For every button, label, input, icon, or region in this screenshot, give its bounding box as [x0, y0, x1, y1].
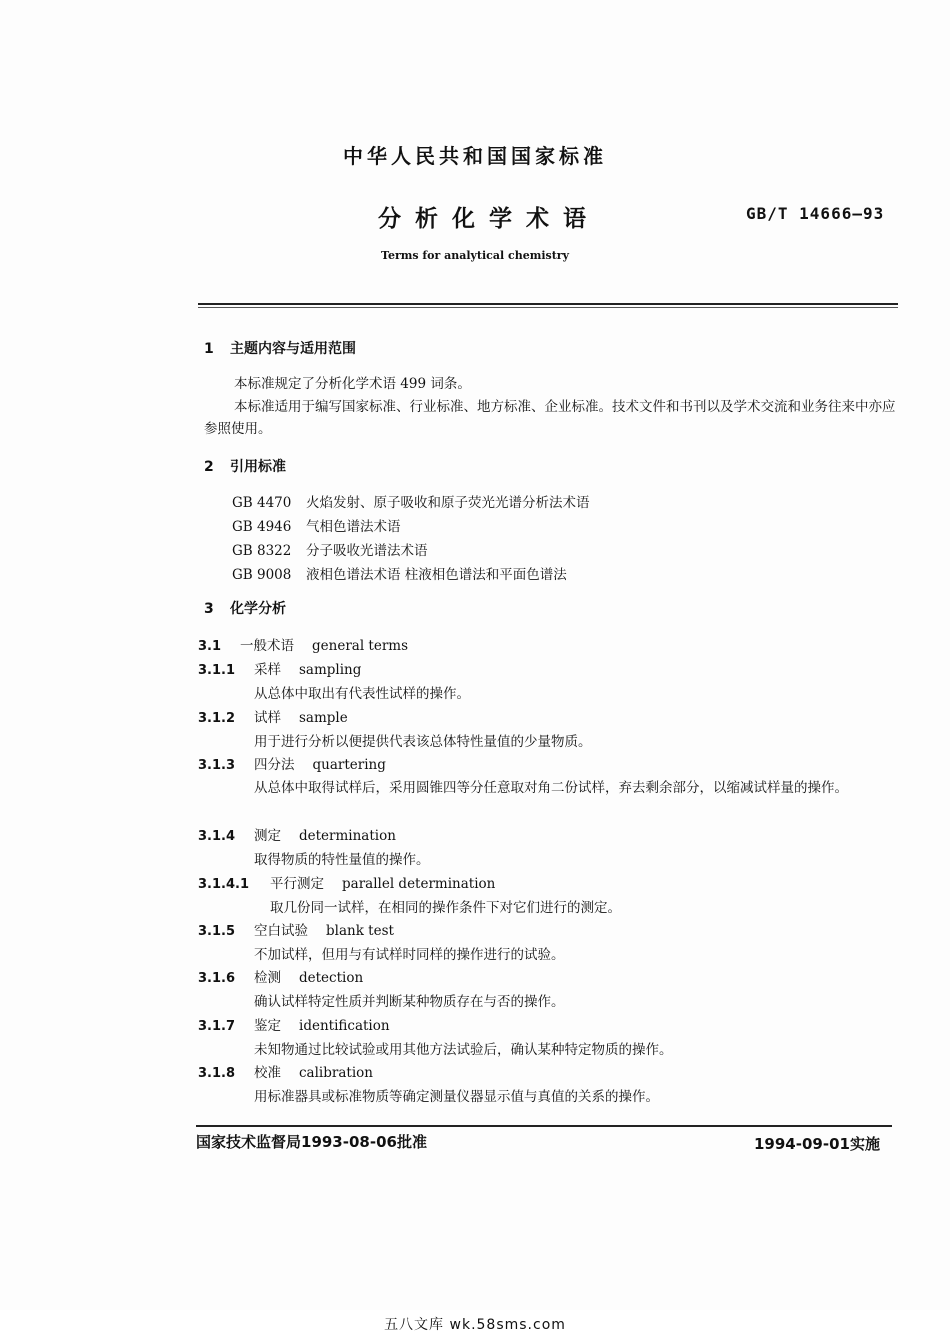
term-chinese: 校准 — [254, 1065, 281, 1081]
term-number: 3.1.2 — [198, 711, 236, 726]
term-chinese: 试样 — [254, 710, 281, 726]
term-chinese: 采样 — [254, 662, 281, 678]
term-chinese: 测定 — [254, 828, 281, 844]
term-number: 3.1.4.1 — [198, 877, 249, 892]
reference-title: 气相色谱法术语 — [306, 519, 401, 535]
reference-title: 火焰发射、原子吸收和原子荧光光谱分析法术语 — [306, 495, 590, 511]
term-entry — [198, 658, 361, 678]
reference-item — [232, 539, 428, 559]
reference-item — [232, 515, 401, 535]
term-chinese: 四分法 — [254, 757, 295, 773]
term-definition: 取得物质的特性量值的操作。 — [254, 852, 430, 868]
term-english: sample — [299, 710, 348, 726]
term-definition: 用标准器具或标准物质等确定测量仪器显示值与真值的关系的操作。 — [254, 1089, 659, 1105]
term-number: 3.1.1 — [198, 663, 236, 678]
reference-title: 液相色谱法术语 柱液相色谱法和平面色谱法 — [306, 567, 567, 583]
term-definition: 未知物通过比较试验或用其他方法试验后，确认某种特定物质的操作。 — [254, 1042, 673, 1058]
document-title: 分析化学术语 — [378, 206, 600, 232]
term-number: 3.1.4 — [198, 829, 236, 844]
reference-title: 分子吸收光谱法术语 — [306, 543, 428, 559]
term-definition: 从总体中取得试样后，采用圆锥四等分任意取对角二份试样，弃去剩余部分，以缩减试样量的操作。 — [254, 780, 848, 796]
national-standard-title: 中华人民共和国国家标准 — [343, 144, 607, 168]
term-number: 3.1.8 — [198, 1066, 236, 1081]
term-definition: 从总体中取出有代表性试样的操作。 — [254, 686, 470, 702]
term-english: blank test — [326, 923, 394, 939]
header-divider-thin — [198, 307, 898, 308]
term-entry — [198, 824, 396, 844]
term-number: 3.1.3 — [198, 758, 236, 773]
term-entry — [198, 753, 386, 773]
section-2-heading — [204, 456, 286, 476]
term-english: general terms — [312, 638, 409, 654]
section-1-heading — [204, 338, 356, 358]
term-chinese: 鉴定 — [254, 1018, 281, 1034]
term-entry — [198, 1061, 373, 1081]
reference-item — [232, 491, 590, 511]
term-english: sampling — [299, 662, 362, 678]
standard-number: GB/T 14666—93 — [746, 204, 885, 223]
term-number: 3.1.5 — [198, 924, 236, 939]
term-english: quartering — [312, 757, 386, 773]
header-divider — [198, 303, 898, 305]
section-number: 1 — [204, 341, 214, 357]
approval-date: 国家技术监督局1993-08-06批准 — [196, 1133, 427, 1151]
term-chinese: 平行测定 — [270, 876, 324, 892]
term-definition: 确认试样特定性质并判断某种物质存在与否的操作。 — [254, 994, 565, 1010]
term-definition: 用于进行分析以便提供代表该总体特性量值的少量物质。 — [254, 734, 592, 750]
term-english: identification — [299, 1018, 390, 1034]
term-english: calibration — [299, 1065, 373, 1081]
term-english: determination — [299, 828, 396, 844]
english-title: Terms for analytical chemistry — [381, 249, 569, 262]
term-number: 3.1 — [198, 639, 222, 654]
effective-date: 1994-09-01实施 — [754, 1135, 880, 1153]
section-title: 引用标准 — [230, 459, 286, 475]
term-chinese: 检测 — [254, 970, 281, 986]
section-1-para-2: 本标准适用于编写国家标准、行业标准、地方标准、企业标准。技术文件和书刊以及学术交流和业务往来中亦应参照使用。 — [204, 399, 896, 437]
term-entry — [198, 872, 495, 892]
term-entry — [198, 634, 408, 654]
watermark-text: 五八文库 wk.58sms.com — [384, 1317, 566, 1333]
term-chinese: 空白试验 — [254, 923, 308, 939]
term-entry — [198, 706, 348, 726]
reference-code: GB 4946 — [232, 519, 292, 535]
term-entry — [198, 1014, 390, 1034]
section-number: 2 — [204, 459, 214, 475]
footer-divider — [196, 1125, 892, 1127]
term-number: 3.1.7 — [198, 1019, 236, 1034]
section-number: 3 — [204, 601, 214, 617]
reference-code: GB 8322 — [232, 543, 292, 559]
section-3-heading — [204, 598, 286, 618]
term-english: parallel determination — [342, 876, 496, 892]
term-definition: 取几份同一试样，在相同的操作条件下对它们进行的测定。 — [270, 900, 621, 916]
reference-code: GB 4470 — [232, 495, 292, 511]
reference-item — [232, 563, 567, 583]
section-1-para-1: 本标准规定了分析化学术语 499 词条。 — [234, 376, 471, 392]
term-chinese: 一般术语 — [240, 638, 294, 654]
section-title: 主题内容与适用范围 — [230, 341, 356, 357]
section-title: 化学分析 — [230, 601, 286, 617]
term-entry — [198, 966, 363, 986]
term-number: 3.1.6 — [198, 971, 236, 986]
reference-code: GB 9008 — [232, 567, 292, 583]
term-english: detection — [299, 970, 364, 986]
term-definition: 不加试样，但用与有试样时同样的操作进行的试验。 — [254, 947, 565, 963]
term-entry — [198, 919, 394, 939]
